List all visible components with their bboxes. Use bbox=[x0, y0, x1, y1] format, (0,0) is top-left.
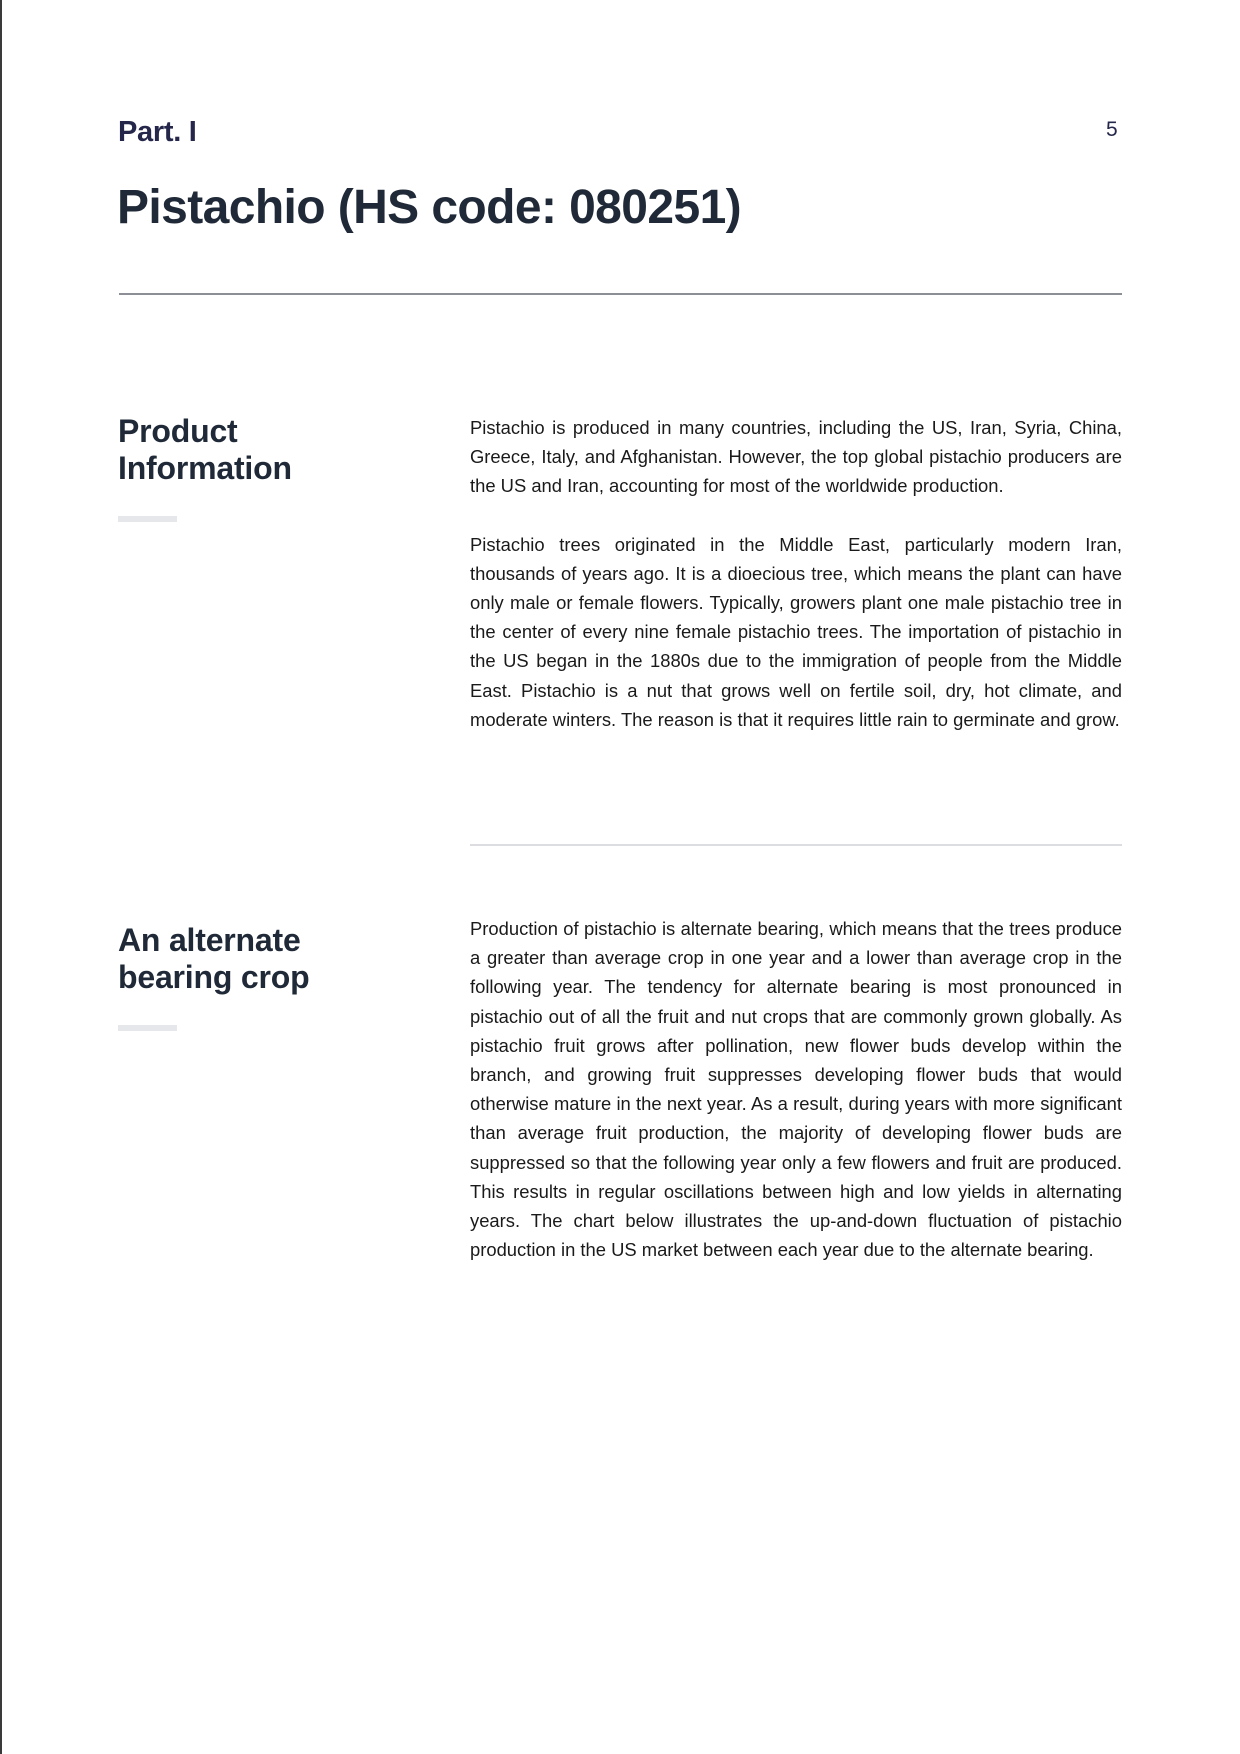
body-paragraph: Pistachio is produced in many countries, including the US, Iran, Syria, China, Greece, Italy, and Afghanistan. However, the top global pistachio producers are the US and Iran, accounting for most of the worldwide production. bbox=[470, 417, 1122, 497]
body-paragraph: Production of pistachio is alternate bearing, which means that the trees produce a greater than average crop in one year and a lower than average crop in the following year. The tendency for alternate bearing is most pronounced in pistachio out of all the fruit and nut crops that are commonly grown globally. As pistachio fruit grows after pollination, new flower buds develop within the branch, and growing fruit suppresses developing flower buds that would otherwise mature in the next year. As a result, during years with more significant than average fruit production, the majority of developing flower buds are suppressed so that the following year only a few flowers and fruit are produced. This results in regular oscillations between high and low yields in alternating years. The chart below illustrates the up-and-down fluctuation of pistachio production in the US market between each year due to the alternate bearing. bbox=[470, 918, 1122, 1261]
section-heading-line: An alternate bbox=[118, 922, 301, 958]
body-paragraph: Pistachio trees originated in the Middle East, particularly modern Iran, thousands of years ago. It is a dioecious tree, which means the plant can have only male or female flowers. Typically, growers plant one male pistachio tree in the center of every nine female pistachio trees. The importation of pistachio in the US began in the 1880s due to the immigration of people from the Middle East. Pistachio is a nut that grows well on fertile soil, dry, hot climate, and moderate winters. The reason is that it requires little rain to germinate and grow. bbox=[470, 533, 1122, 730]
page-number: 5 bbox=[1106, 118, 1118, 141]
section-heading-line: bearing crop bbox=[118, 959, 310, 995]
title-divider bbox=[119, 293, 1122, 295]
section-body-alternate-bearing bbox=[470, 914, 1122, 1264]
part-label: Part. I bbox=[118, 116, 197, 148]
section-heading-line: Information bbox=[118, 450, 292, 486]
section-heading-alternate-bearing bbox=[118, 922, 418, 996]
section-heading-line: Product bbox=[118, 413, 238, 449]
page-title: Pistachio (HS code: 080251) bbox=[117, 181, 742, 234]
section-body-product-information bbox=[470, 413, 1122, 734]
section-accent-bar bbox=[118, 1025, 177, 1031]
section-accent-bar bbox=[118, 516, 177, 522]
section-divider bbox=[470, 844, 1122, 846]
page-edge bbox=[0, 0, 2, 1754]
section-heading-product-information bbox=[118, 413, 418, 487]
